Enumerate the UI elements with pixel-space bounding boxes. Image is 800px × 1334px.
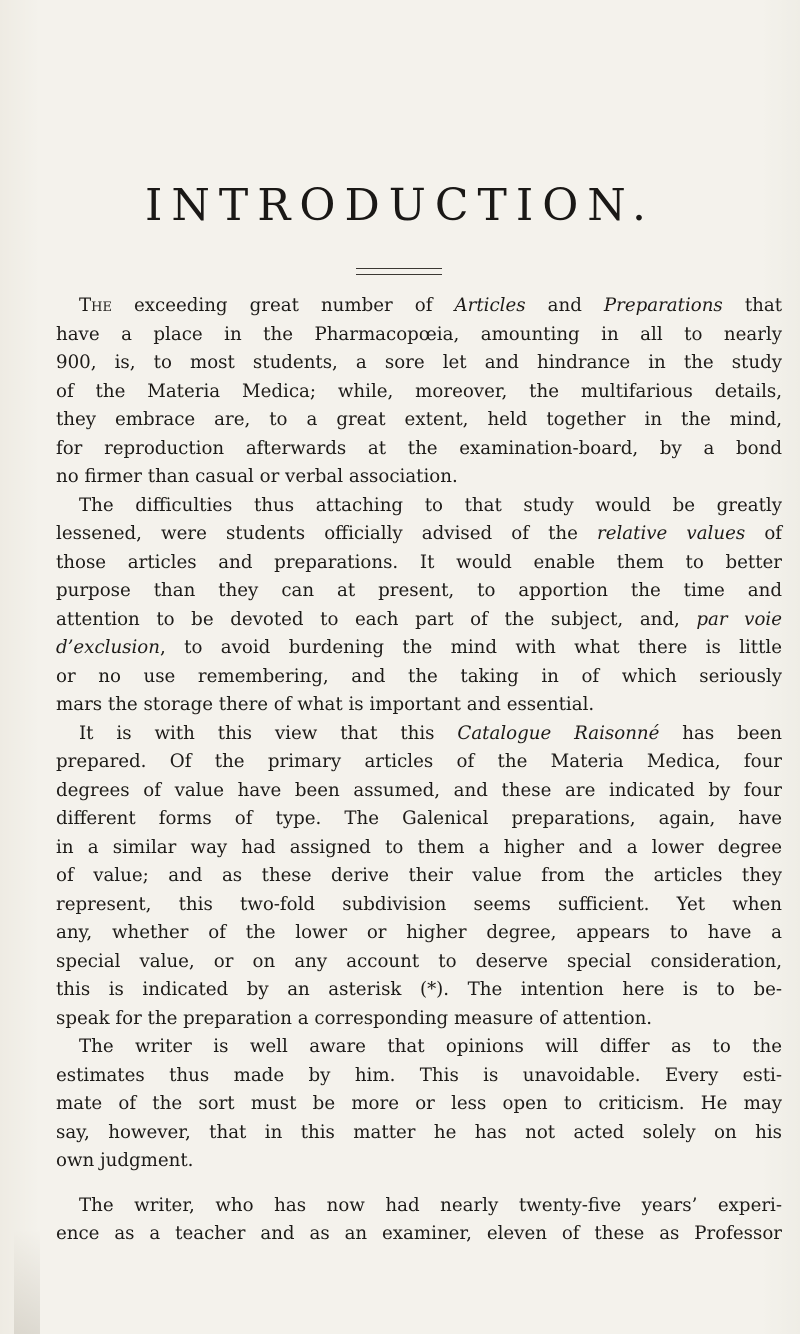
text-run: exceeding great number of xyxy=(111,295,455,316)
paragraph-4 xyxy=(56,1033,782,1176)
paragraph-line: estimates thus made by him. This is unavoidable. Every esti- xyxy=(56,1064,782,1086)
paragraph-line: for reproduction afterwards at the examination-board, by a bond xyxy=(56,437,782,459)
heading-double-rule xyxy=(356,268,442,275)
paragraph-line: The difficulties thus attaching to that study would be greatly xyxy=(79,494,782,516)
paragraph-line: 900, is, to most students, a sore let and hindrance in the study xyxy=(56,352,782,373)
paragraph-line: speak for the preparation a corresponding measure of attention. xyxy=(56,1007,653,1029)
paragraph-line xyxy=(56,720,782,749)
italic-text: Preparations xyxy=(603,295,723,316)
paragraph-line: prepared. Of the primary articles of the Materia Medica, four xyxy=(56,751,782,772)
paragraph-line: say, however, that in this matter he has not acted solely on his xyxy=(56,1121,782,1143)
paragraph-line: ence as a teacher and as an examiner, eleven of these as Professor xyxy=(56,1223,782,1244)
text-run: has been xyxy=(659,722,782,744)
paragraph-line: special value, or on any account to deserve special consideration, xyxy=(56,950,782,972)
paragraph-line xyxy=(56,634,782,663)
paragraph-3 xyxy=(56,720,782,1034)
paragraph-line: represent, this two-fold subdivision seems sufficient. Yet when xyxy=(56,893,782,915)
italic-text: relative values xyxy=(597,523,746,544)
paragraph-line: mars the storage there of what is important and essential. xyxy=(56,694,595,715)
paragraph-line: have a place in the Pharmacopœia, amounting in all to nearly xyxy=(56,323,782,345)
paragraph-1 xyxy=(56,292,782,492)
paragraph-2 xyxy=(56,492,782,720)
italic-text: Catalogue Raisonné xyxy=(457,722,660,744)
text-run: of xyxy=(745,523,783,544)
paragraph-line: The writer is well aware that opinions will differ as to the xyxy=(79,1036,782,1057)
paragraph-line: purpose than they can at present, to apportion the time and xyxy=(56,580,782,601)
paragraph-line: those articles and preparations. It would enable them to better xyxy=(56,551,782,573)
paragraph-line xyxy=(56,606,782,635)
paragraph-line: they embrace are, to a great extent, held together in the mind, xyxy=(56,409,782,430)
text-run: , to avoid burdening the mind with what there is little xyxy=(159,637,782,658)
paragraph-line: in a similar way had assigned to them a higher and a lower degree xyxy=(56,836,782,858)
italic-text: d’exclusion xyxy=(56,637,160,658)
paragraph-line: of value; and as these derive their value from the articles they xyxy=(56,865,782,886)
paragraph-line xyxy=(56,520,782,549)
text-run: and xyxy=(525,295,604,316)
paragraph-line xyxy=(56,292,782,321)
drop-word: The xyxy=(79,295,112,316)
paragraph-line: of the Materia Medica; while, moreover, the multifarious details, xyxy=(56,380,782,402)
text-run: that xyxy=(722,295,782,316)
paragraph-line: or no use remembering, and the taking in of which seriously xyxy=(56,665,782,687)
paragraph-line: any, whether of the lower or higher degree, appears to have a xyxy=(56,922,782,943)
body-text xyxy=(56,292,782,1249)
text-run: lessened, were students officially advised of the xyxy=(56,523,598,544)
paragraph-line: own judgment. xyxy=(56,1150,194,1171)
italic-text: par voie xyxy=(696,608,782,630)
paragraph-spacer xyxy=(56,1176,782,1192)
paragraph-line: this is indicated by an asterisk (*). The intention here is to be- xyxy=(56,979,782,1000)
paragraph-line: The writer, who has now had nearly twenty-five years’ experi- xyxy=(79,1194,782,1216)
paragraph-line: no firmer than casual or verbal association. xyxy=(56,466,458,487)
paragraph-5 xyxy=(56,1192,782,1249)
paragraph-line: degrees of value have been assumed, and these are indicated by four xyxy=(56,779,782,801)
text-run: It is with this view that this xyxy=(79,722,458,744)
text-run: attention to be devoted to each part of the subject, and, xyxy=(56,608,697,630)
paragraph-line: mate of the sort must be more or less open to criticism. He may xyxy=(56,1093,782,1114)
paragraph-line: different forms of type. The Galenical preparations, again, have xyxy=(56,808,782,829)
italic-text: Articles xyxy=(454,295,526,316)
page-shadow xyxy=(14,1230,40,1334)
page-heading: INTRODUCTION. xyxy=(145,180,655,231)
